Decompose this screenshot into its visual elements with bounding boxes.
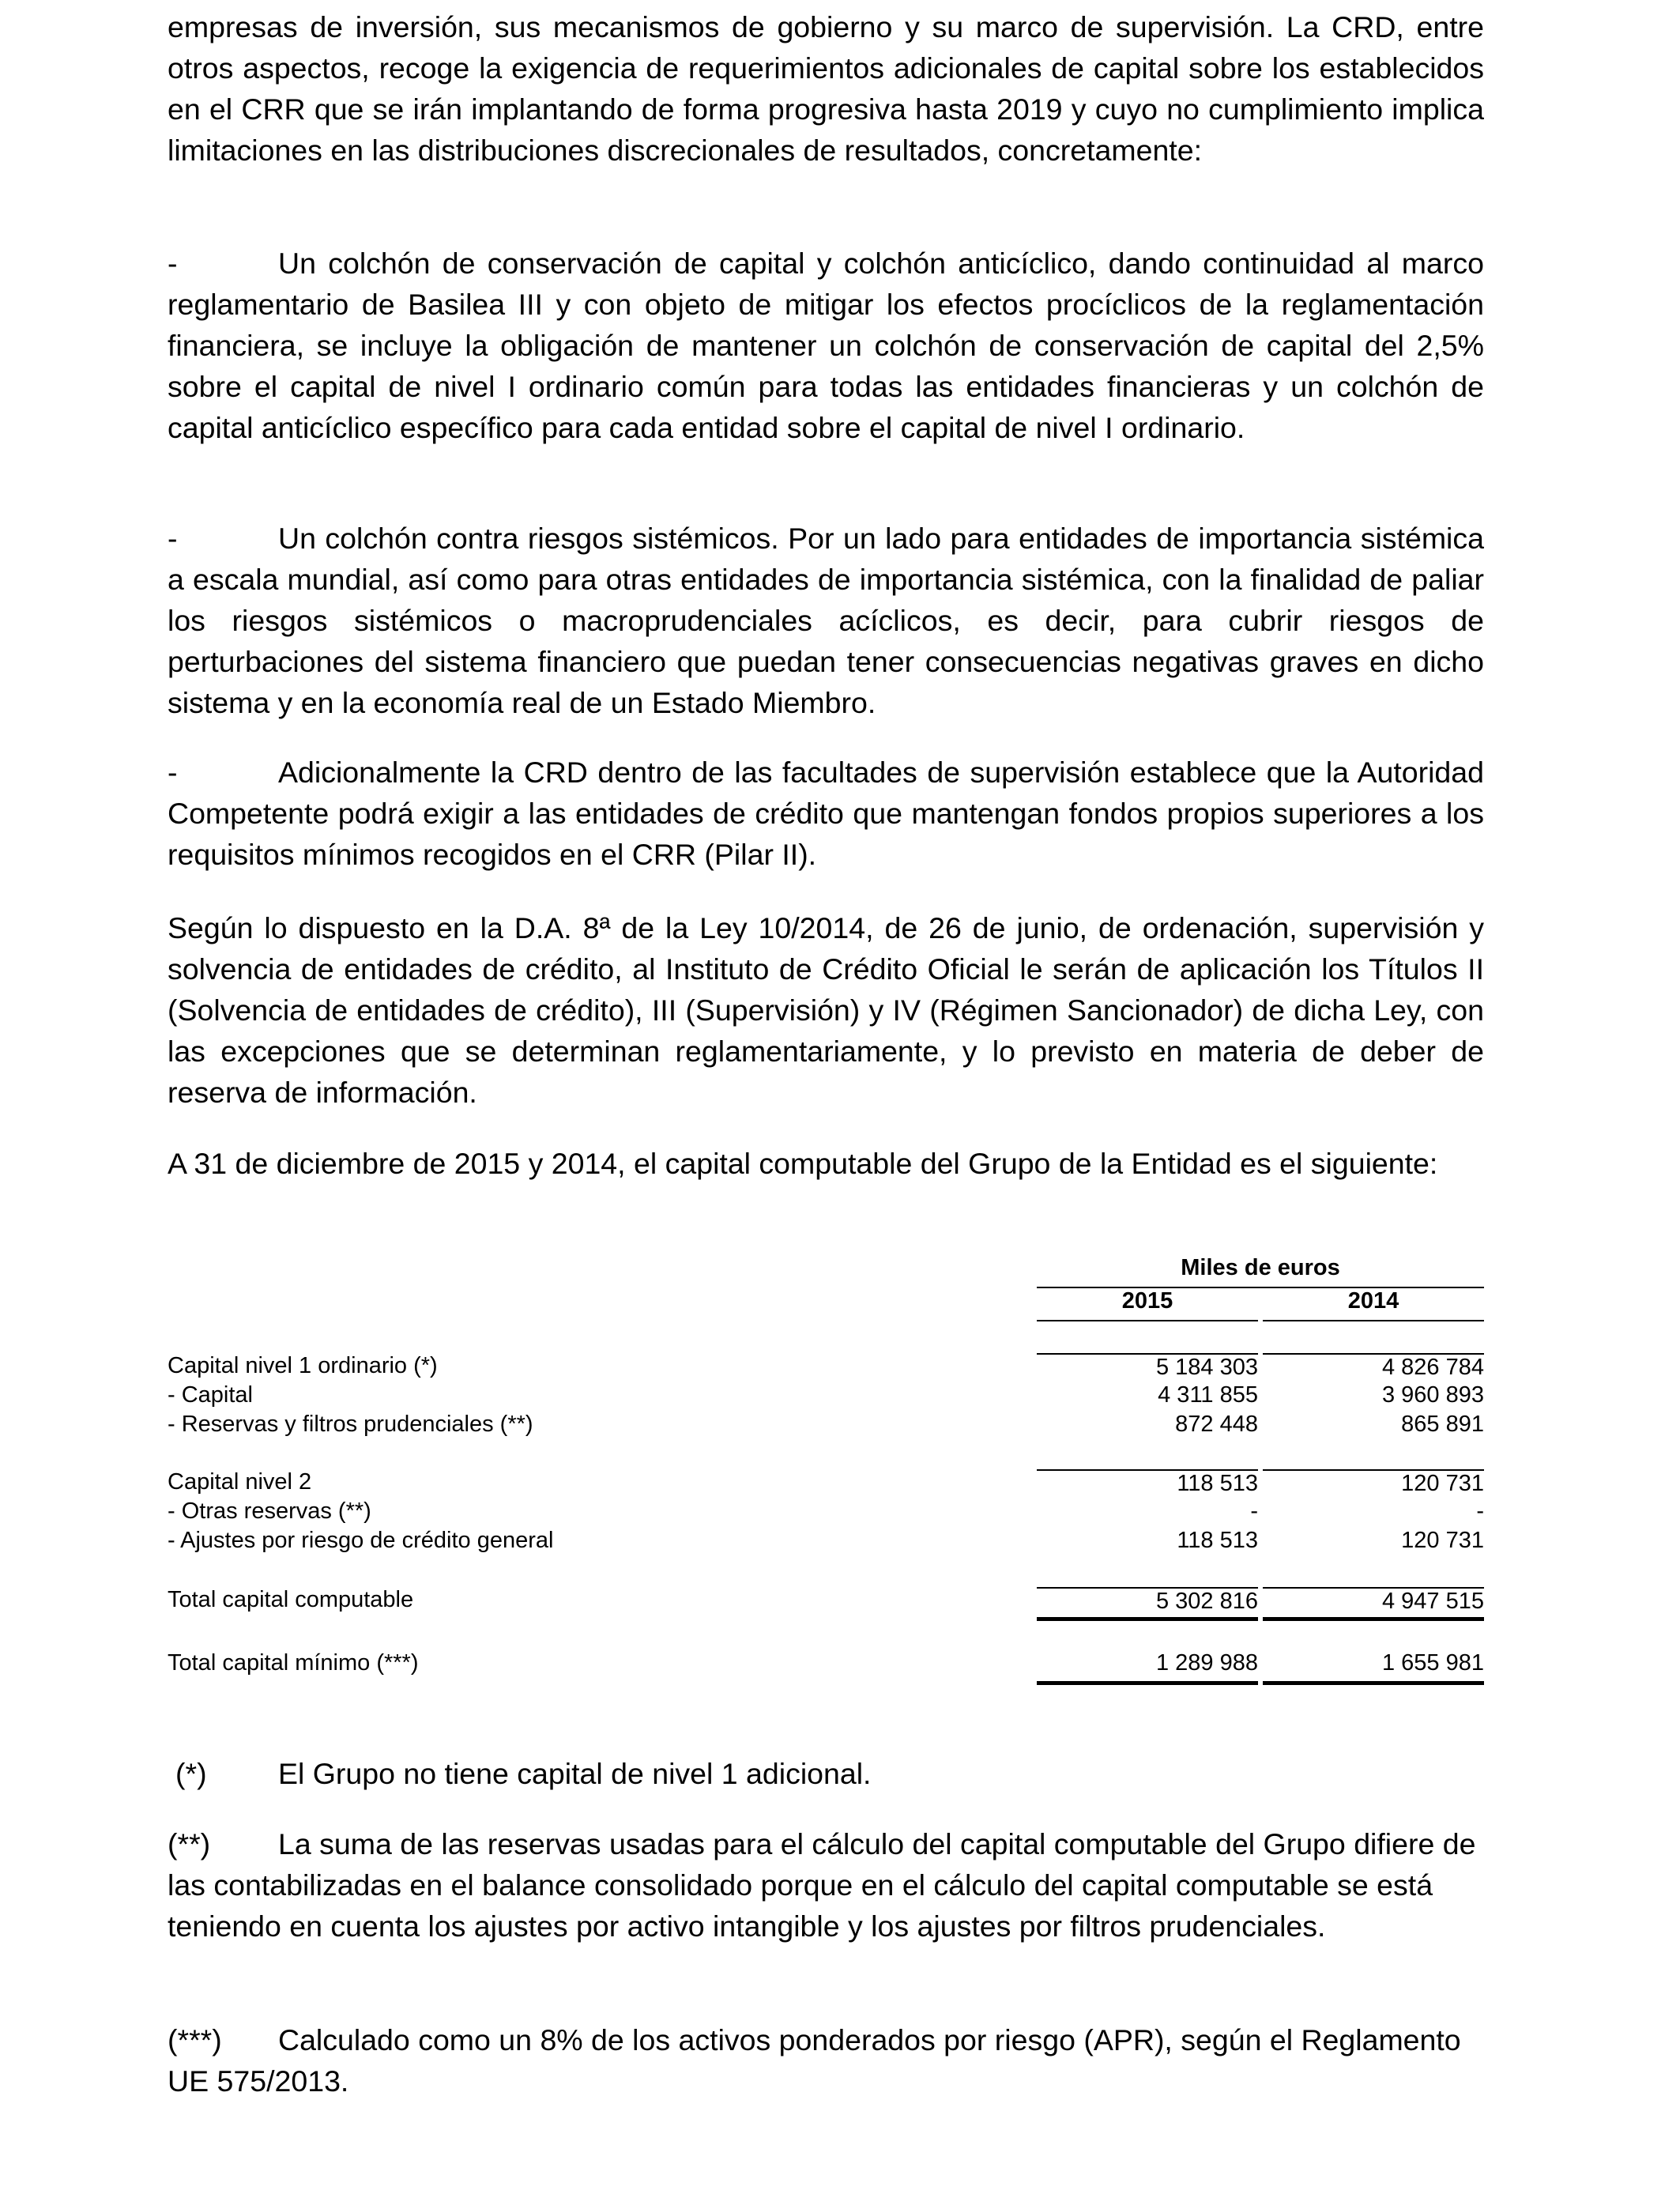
row-label: Capital nivel 1 ordinario (*) [168, 1353, 438, 1378]
bullet-text: Adicionalmente la CRD dentro de las facultades de supervisión establece que la Autoridad Competente podrá exigir a las entidades de crédito que mantengan fondos propios superiores a los requisitos mínimos recogidos en el CRR (Pilar II). [168, 756, 1484, 871]
footnote-text: La suma de las reservas usadas para el cálculo del capital computable del Grupo difiere de las contabilizadas en el balance consolidado porque en el cálculo del capital computable se está teniendo en cuenta los ajustes por activo intangible y los ajustes por filtros prudenciales. [168, 1827, 1476, 1943]
bullet-text: Un colchón contra riesgos sistémicos. Por un lado para entidades de importancia sistémica a escala mundial, así como para otras entidades de importancia sistémica, con la finalidad de paliar los riesgos sistémicos o macroprudenciales acíclicos, es decir, para cubrir riesgos de perturbaciones del sistema financiero que puedan tener consecuencias negativas graves en dicho sistema y en la economía real de un Estado Miembro. [168, 522, 1484, 719]
row-label: Total capital mínimo (***) [168, 1650, 419, 1676]
row-label: Capital nivel 2 [168, 1469, 312, 1495]
value-2015: 872 448 [1175, 1412, 1258, 1437]
value-2014: 1 655 981 [1381, 1650, 1484, 1676]
total-underline [1037, 1681, 1258, 1685]
footnote-mark: (***) [168, 2023, 222, 2056]
row-label: Total capital computable [168, 1587, 414, 1612]
bullet-pillar-two [168, 752, 1484, 875]
table-row [168, 1469, 1484, 1498]
footnote [168, 2019, 1484, 2102]
bullet-dash: - [168, 247, 178, 280]
table-row [168, 1412, 1484, 1440]
total-underline [1037, 1617, 1258, 1621]
value-2014: 4 947 515 [1263, 1587, 1484, 1615]
table-row [168, 1528, 1484, 1556]
value-2015: 5 302 816 [1037, 1587, 1258, 1615]
table-row [168, 1650, 1484, 1679]
column-header-2014: 2014 [1347, 1288, 1399, 1314]
value-2014: 3 960 893 [1381, 1382, 1484, 1408]
total-underline [1263, 1681, 1484, 1685]
bullet-dash: - [168, 756, 178, 789]
value-2015: - [1250, 1498, 1258, 1524]
table-row [168, 1353, 1484, 1382]
bullet-text: Un colchón de conservación de capital y colchón anticíclico, dando continuidad al marco reglamentario de Basilea III y con objeto de mitigar los efectos procíclicos de la reglamentación financiera, se incluye la obligación de mantener un colchón de conservación de capital del 2,5% sobre el capital de nivel I ordinario común para todas las entidades financieras y un colchón de capital anticíclico específico para cada entidad sobre el capital de nivel I ordinario. [168, 247, 1484, 444]
value-2014: 4 826 784 [1263, 1353, 1484, 1381]
row-label: - Ajustes por riesgo de crédito general [168, 1528, 554, 1553]
value-2014: 865 891 [1401, 1412, 1484, 1437]
intro-paragraph: empresas de inversión, sus mecanismos de gobierno y su marco de supervisión. La CRD, entre otros aspectos, recoge la exigencia de requerimientos adicionales de capital sobre los establecidos en el CRR que se irán implantando de forma progresiva hasta 2019 y cuyo no cumplimiento implica limitaciones en las distribuciones discrecionales de resultados, concretamente: [168, 10, 1484, 167]
table-row [168, 1382, 1484, 1411]
bullet-dash: - [168, 522, 178, 555]
footnote-mark: (**) [168, 1827, 211, 1860]
footnote-text: El Grupo no tiene capital de nivel 1 adicional. [278, 1757, 872, 1790]
value-2015: 118 513 [1177, 1528, 1258, 1553]
table-row [168, 1498, 1484, 1527]
bullet-conservation-buffer [168, 243, 1484, 448]
year-underline [1263, 1320, 1484, 1321]
footnote-text: Calculado como un 8% de los activos ponderados por riesgo (APR), según el Reglamento UE 575/2013. [168, 2023, 1461, 2098]
footnote [168, 1823, 1484, 1947]
row-label: - Reservas y filtros prudenciales (**) [168, 1412, 533, 1437]
year-underline [1037, 1320, 1258, 1321]
value-2015: 118 513 [1037, 1469, 1258, 1497]
row-label: - Otras reservas (**) [168, 1498, 371, 1524]
value-2015: 4 311 855 [1158, 1382, 1258, 1408]
ley-paragraph: Según lo dispuesto en la D.A. 8ª de la Ley 10/2014, de 26 de junio, de ordenación, supervisión y solvencia de entidades de crédito, al Instituto de Crédito Oficial le serán de aplicación los Títulos II (Solvencia de entidades de crédito), III (Supervisión) y IV (Régimen Sancionador) de dicha Ley, con las excepciones que se determinan reglamentariamente, y lo previsto en materia de deber de reserva de información. [168, 911, 1484, 1109]
value-2015: 1 289 988 [1155, 1650, 1258, 1676]
bullet-systemic-buffer [168, 518, 1484, 723]
value-2014: 120 731 [1401, 1528, 1484, 1553]
value-2014: - [1476, 1498, 1484, 1524]
value-2015: 5 184 303 [1037, 1353, 1258, 1381]
table-units: Miles de euros [1181, 1255, 1340, 1280]
total-underline [1263, 1617, 1484, 1621]
capital-paragraph: A 31 de diciembre de 2015 y 2014, el capital computable del Grupo de la Entidad es el siguiente: [168, 1147, 1438, 1180]
row-label: - Capital [168, 1382, 253, 1408]
column-header-2015: 2015 [1121, 1288, 1173, 1314]
table-row [168, 1587, 1484, 1615]
footnote-mark: (*) [175, 1757, 207, 1790]
value-2014: 120 731 [1263, 1469, 1484, 1497]
